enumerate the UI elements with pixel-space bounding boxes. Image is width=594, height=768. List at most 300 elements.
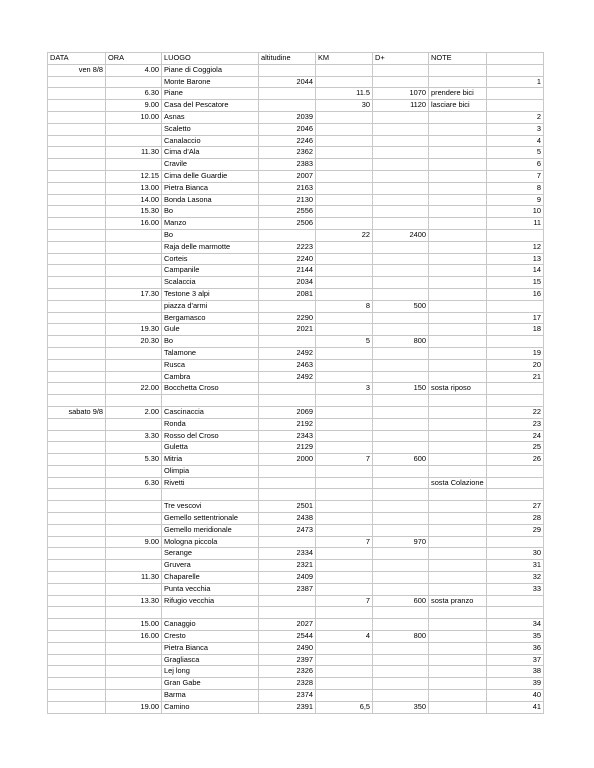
cell-number: 30 bbox=[487, 548, 544, 560]
table-row bbox=[48, 383, 544, 395]
cell-luogo: Corteis bbox=[162, 253, 259, 265]
cell-data bbox=[48, 477, 106, 489]
cell-ora bbox=[106, 229, 162, 241]
cell-note bbox=[429, 619, 487, 631]
table-row bbox=[48, 135, 544, 147]
cell-dislivello bbox=[373, 312, 429, 324]
cell-luogo: Bo bbox=[162, 206, 259, 218]
cell-luogo: Bergamasco bbox=[162, 312, 259, 324]
cell-km bbox=[316, 359, 373, 371]
cell-dislivello bbox=[373, 111, 429, 123]
cell-luogo: Gran Gabe bbox=[162, 678, 259, 690]
cell-km bbox=[316, 690, 373, 702]
cell-ora: 13.00 bbox=[106, 182, 162, 194]
cell-data bbox=[48, 607, 106, 619]
cell-luogo: Chaparelle bbox=[162, 572, 259, 584]
cell-ora: 10.00 bbox=[106, 111, 162, 123]
cell-km bbox=[316, 442, 373, 454]
cell-ora: 2.00 bbox=[106, 406, 162, 418]
header-dislivello: D+ bbox=[373, 53, 429, 65]
cell-dislivello: 150 bbox=[373, 383, 429, 395]
cell-luogo: Mitria bbox=[162, 454, 259, 466]
cell-data bbox=[48, 454, 106, 466]
table-row bbox=[48, 324, 544, 336]
table-row bbox=[48, 583, 544, 595]
cell-number: 35 bbox=[487, 631, 544, 643]
cell-dislivello: 800 bbox=[373, 631, 429, 643]
table-row bbox=[48, 536, 544, 548]
cell-ora bbox=[106, 241, 162, 253]
cell-luogo: Canalaccio bbox=[162, 135, 259, 147]
cell-km bbox=[316, 277, 373, 289]
cell-note bbox=[429, 454, 487, 466]
cell-number: 5 bbox=[487, 147, 544, 159]
cell-data bbox=[48, 395, 106, 407]
cell-data bbox=[48, 583, 106, 595]
cell-dislivello bbox=[373, 241, 429, 253]
cell-luogo: Casa del Pescatore bbox=[162, 100, 259, 112]
cell-ora: 15.30 bbox=[106, 206, 162, 218]
cell-luogo: Guletta bbox=[162, 442, 259, 454]
cell-note bbox=[429, 359, 487, 371]
cell-altitudine: 2081 bbox=[259, 288, 316, 300]
cell-km bbox=[316, 395, 373, 407]
cell-data bbox=[48, 524, 106, 536]
cell-data bbox=[48, 111, 106, 123]
cell-number: 18 bbox=[487, 324, 544, 336]
cell-luogo: Tre vescovi bbox=[162, 501, 259, 513]
cell-number: 38 bbox=[487, 666, 544, 678]
cell-ora bbox=[106, 524, 162, 536]
cell-dislivello: 600 bbox=[373, 454, 429, 466]
table-row bbox=[48, 701, 544, 713]
cell-data bbox=[48, 147, 106, 159]
cell-note bbox=[429, 300, 487, 312]
cell-ora bbox=[106, 690, 162, 702]
cell-dislivello bbox=[373, 583, 429, 595]
cell-number: 9 bbox=[487, 194, 544, 206]
cell-luogo: Testone 3 alpi bbox=[162, 288, 259, 300]
table-row bbox=[48, 347, 544, 359]
cell-km bbox=[316, 430, 373, 442]
cell-dislivello bbox=[373, 430, 429, 442]
cell-luogo: Cima delle Guardie bbox=[162, 170, 259, 182]
cell-note bbox=[429, 642, 487, 654]
cell-altitudine bbox=[259, 595, 316, 607]
cell-data bbox=[48, 560, 106, 572]
cell-data bbox=[48, 229, 106, 241]
cell-dislivello bbox=[373, 206, 429, 218]
cell-luogo: Gule bbox=[162, 324, 259, 336]
table-row bbox=[48, 111, 544, 123]
cell-luogo: Rivetti bbox=[162, 477, 259, 489]
table-row bbox=[48, 619, 544, 631]
cell-ora: 17.30 bbox=[106, 288, 162, 300]
cell-altitudine bbox=[259, 395, 316, 407]
header-note: NOTE bbox=[429, 53, 487, 65]
cell-note bbox=[429, 241, 487, 253]
cell-number bbox=[487, 100, 544, 112]
cell-number: 8 bbox=[487, 182, 544, 194]
table-row bbox=[48, 654, 544, 666]
cell-luogo: Talamone bbox=[162, 347, 259, 359]
cell-luogo bbox=[162, 395, 259, 407]
cell-altitudine: 2144 bbox=[259, 265, 316, 277]
cell-note bbox=[429, 583, 487, 595]
cell-ora bbox=[106, 277, 162, 289]
cell-luogo: Barma bbox=[162, 690, 259, 702]
cell-note bbox=[429, 253, 487, 265]
cell-km bbox=[316, 489, 373, 501]
table-row bbox=[48, 194, 544, 206]
cell-note bbox=[429, 182, 487, 194]
cell-number bbox=[487, 477, 544, 489]
cell-dislivello bbox=[373, 324, 429, 336]
cell-data bbox=[48, 371, 106, 383]
cell-altitudine: 2034 bbox=[259, 277, 316, 289]
cell-luogo: Monte Barone bbox=[162, 76, 259, 88]
cell-altitudine: 2387 bbox=[259, 583, 316, 595]
cell-note bbox=[429, 265, 487, 277]
cell-number: 26 bbox=[487, 454, 544, 466]
cell-data bbox=[48, 182, 106, 194]
cell-km: 4 bbox=[316, 631, 373, 643]
cell-km bbox=[316, 642, 373, 654]
cell-luogo: Olimpia bbox=[162, 465, 259, 477]
cell-number: 17 bbox=[487, 312, 544, 324]
cell-luogo: Gruvera bbox=[162, 560, 259, 572]
cell-ora: 19.00 bbox=[106, 701, 162, 713]
cell-number: 4 bbox=[487, 135, 544, 147]
header-luogo: LUOGO bbox=[162, 53, 259, 65]
cell-number: 37 bbox=[487, 654, 544, 666]
cell-altitudine: 2506 bbox=[259, 218, 316, 230]
cell-data: sabato 9/8 bbox=[48, 406, 106, 418]
cell-number: 22 bbox=[487, 406, 544, 418]
cell-km: 7 bbox=[316, 536, 373, 548]
cell-dislivello bbox=[373, 489, 429, 501]
cell-ora bbox=[106, 300, 162, 312]
cell-altitudine: 2409 bbox=[259, 572, 316, 584]
cell-number: 21 bbox=[487, 371, 544, 383]
cell-km: 7 bbox=[316, 595, 373, 607]
table-row bbox=[48, 277, 544, 289]
cell-note bbox=[429, 371, 487, 383]
cell-ora: 19.30 bbox=[106, 324, 162, 336]
cell-number: 6 bbox=[487, 159, 544, 171]
cell-number bbox=[487, 300, 544, 312]
cell-km bbox=[316, 371, 373, 383]
cell-luogo: Pietra Bianca bbox=[162, 182, 259, 194]
table-row bbox=[48, 572, 544, 584]
cell-km bbox=[316, 194, 373, 206]
cell-note bbox=[429, 666, 487, 678]
cell-km bbox=[316, 406, 373, 418]
cell-altitudine bbox=[259, 536, 316, 548]
cell-luogo: Ronda bbox=[162, 418, 259, 430]
cell-altitudine: 2246 bbox=[259, 135, 316, 147]
cell-luogo: Cima d'Ala bbox=[162, 147, 259, 159]
table-row bbox=[48, 241, 544, 253]
cell-note bbox=[429, 288, 487, 300]
cell-data bbox=[48, 88, 106, 100]
cell-ora bbox=[106, 548, 162, 560]
cell-km bbox=[316, 477, 373, 489]
cell-number: 27 bbox=[487, 501, 544, 513]
table-row bbox=[48, 371, 544, 383]
cell-luogo: Scaletto bbox=[162, 123, 259, 135]
cell-luogo: Piane di Coggiola bbox=[162, 64, 259, 76]
cell-km bbox=[316, 583, 373, 595]
table-row bbox=[48, 300, 544, 312]
cell-data bbox=[48, 383, 106, 395]
cell-note bbox=[429, 229, 487, 241]
cell-ora: 6.30 bbox=[106, 477, 162, 489]
table-row bbox=[48, 147, 544, 159]
cell-number: 16 bbox=[487, 288, 544, 300]
cell-altitudine: 2383 bbox=[259, 159, 316, 171]
table-row bbox=[48, 607, 544, 619]
cell-note bbox=[429, 277, 487, 289]
table-row bbox=[48, 312, 544, 324]
cell-dislivello bbox=[373, 548, 429, 560]
cell-altitudine bbox=[259, 300, 316, 312]
cell-km: 8 bbox=[316, 300, 373, 312]
cell-dislivello bbox=[373, 64, 429, 76]
cell-note bbox=[429, 548, 487, 560]
header-row bbox=[48, 53, 544, 65]
cell-luogo: Campanile bbox=[162, 265, 259, 277]
cell-note bbox=[429, 690, 487, 702]
cell-luogo bbox=[162, 607, 259, 619]
cell-ora: 9.00 bbox=[106, 100, 162, 112]
cell-ora: 5.30 bbox=[106, 454, 162, 466]
cell-note bbox=[429, 631, 487, 643]
table-row bbox=[48, 88, 544, 100]
cell-ora bbox=[106, 607, 162, 619]
cell-dislivello bbox=[373, 678, 429, 690]
header-ora: ORA bbox=[106, 53, 162, 65]
cell-altitudine: 2490 bbox=[259, 642, 316, 654]
cell-dislivello bbox=[373, 690, 429, 702]
cell-note bbox=[429, 395, 487, 407]
cell-number: 25 bbox=[487, 442, 544, 454]
cell-data bbox=[48, 336, 106, 348]
cell-km bbox=[316, 560, 373, 572]
cell-altitudine: 2544 bbox=[259, 631, 316, 643]
cell-ora bbox=[106, 489, 162, 501]
table-row bbox=[48, 513, 544, 525]
cell-km bbox=[316, 347, 373, 359]
spreadsheet-page bbox=[47, 52, 544, 714]
cell-altitudine bbox=[259, 489, 316, 501]
cell-note bbox=[429, 170, 487, 182]
cell-ora: 11.30 bbox=[106, 572, 162, 584]
cell-number: 3 bbox=[487, 123, 544, 135]
cell-luogo: Scalaccia bbox=[162, 277, 259, 289]
header-data: DATA bbox=[48, 53, 106, 65]
cell-dislivello bbox=[373, 477, 429, 489]
cell-altitudine: 2192 bbox=[259, 418, 316, 430]
cell-note bbox=[429, 701, 487, 713]
table-row bbox=[48, 76, 544, 88]
cell-altitudine: 2290 bbox=[259, 312, 316, 324]
table-row bbox=[48, 642, 544, 654]
table-row bbox=[48, 631, 544, 643]
cell-dislivello bbox=[373, 465, 429, 477]
cell-altitudine: 2044 bbox=[259, 76, 316, 88]
cell-altitudine: 2492 bbox=[259, 371, 316, 383]
cell-km bbox=[316, 312, 373, 324]
cell-number bbox=[487, 336, 544, 348]
cell-altitudine: 2328 bbox=[259, 678, 316, 690]
cell-dislivello bbox=[373, 265, 429, 277]
cell-data bbox=[48, 265, 106, 277]
cell-altitudine: 2129 bbox=[259, 442, 316, 454]
cell-number bbox=[487, 595, 544, 607]
cell-luogo: Cascinaccia bbox=[162, 406, 259, 418]
cell-data bbox=[48, 288, 106, 300]
cell-note bbox=[429, 607, 487, 619]
cell-altitudine bbox=[259, 383, 316, 395]
cell-data bbox=[48, 631, 106, 643]
cell-note bbox=[429, 336, 487, 348]
cell-number: 41 bbox=[487, 701, 544, 713]
cell-altitudine: 2240 bbox=[259, 253, 316, 265]
cell-data bbox=[48, 312, 106, 324]
cell-number: 34 bbox=[487, 619, 544, 631]
cell-ora bbox=[106, 442, 162, 454]
cell-altitudine: 2343 bbox=[259, 430, 316, 442]
cell-ora bbox=[106, 513, 162, 525]
cell-data bbox=[48, 300, 106, 312]
cell-dislivello bbox=[373, 619, 429, 631]
cell-altitudine bbox=[259, 229, 316, 241]
cell-number bbox=[487, 88, 544, 100]
cell-dislivello: 1120 bbox=[373, 100, 429, 112]
cell-note: prendere bici bbox=[429, 88, 487, 100]
cell-altitudine: 2000 bbox=[259, 454, 316, 466]
cell-km bbox=[316, 572, 373, 584]
header-altitudine: altitudine bbox=[259, 53, 316, 65]
cell-ora bbox=[106, 666, 162, 678]
cell-ora bbox=[106, 312, 162, 324]
cell-km bbox=[316, 253, 373, 265]
cell-data bbox=[48, 572, 106, 584]
cell-altitudine: 2027 bbox=[259, 619, 316, 631]
cell-data bbox=[48, 218, 106, 230]
cell-data bbox=[48, 595, 106, 607]
cell-data bbox=[48, 678, 106, 690]
cell-number: 20 bbox=[487, 359, 544, 371]
cell-dislivello bbox=[373, 524, 429, 536]
cell-ora bbox=[106, 135, 162, 147]
cell-dislivello bbox=[373, 560, 429, 572]
cell-altitudine: 2374 bbox=[259, 690, 316, 702]
cell-number bbox=[487, 465, 544, 477]
cell-note: sosta pranzo bbox=[429, 595, 487, 607]
cell-km bbox=[316, 666, 373, 678]
cell-km bbox=[316, 607, 373, 619]
cell-luogo: Rosso del Croso bbox=[162, 430, 259, 442]
header-number bbox=[487, 53, 544, 65]
cell-altitudine: 2321 bbox=[259, 560, 316, 572]
cell-note bbox=[429, 654, 487, 666]
table-row bbox=[48, 678, 544, 690]
cell-km bbox=[316, 324, 373, 336]
cell-note bbox=[429, 347, 487, 359]
cell-dislivello bbox=[373, 572, 429, 584]
cell-number: 40 bbox=[487, 690, 544, 702]
cell-note bbox=[429, 123, 487, 135]
cell-km bbox=[316, 548, 373, 560]
cell-note bbox=[429, 406, 487, 418]
cell-dislivello bbox=[373, 513, 429, 525]
cell-altitudine bbox=[259, 88, 316, 100]
cell-data bbox=[48, 359, 106, 371]
cell-data bbox=[48, 100, 106, 112]
cell-altitudine: 2007 bbox=[259, 170, 316, 182]
cell-data bbox=[48, 194, 106, 206]
cell-km bbox=[316, 619, 373, 631]
cell-note bbox=[429, 489, 487, 501]
cell-dislivello bbox=[373, 159, 429, 171]
cell-note bbox=[429, 159, 487, 171]
cell-luogo: Gragliasca bbox=[162, 654, 259, 666]
cell-km: 7 bbox=[316, 454, 373, 466]
cell-ora bbox=[106, 654, 162, 666]
cell-altitudine: 2046 bbox=[259, 123, 316, 135]
cell-data bbox=[48, 442, 106, 454]
cell-altitudine: 2492 bbox=[259, 347, 316, 359]
table-row bbox=[48, 170, 544, 182]
cell-km bbox=[316, 123, 373, 135]
cell-note: sosta Colazione bbox=[429, 477, 487, 489]
cell-ora: 14.00 bbox=[106, 194, 162, 206]
cell-km bbox=[316, 182, 373, 194]
cell-number: 15 bbox=[487, 277, 544, 289]
cell-dislivello: 970 bbox=[373, 536, 429, 548]
cell-data bbox=[48, 418, 106, 430]
cell-altitudine: 2473 bbox=[259, 524, 316, 536]
cell-number bbox=[487, 229, 544, 241]
cell-luogo: piazza d'armi bbox=[162, 300, 259, 312]
cell-km: 11.5 bbox=[316, 88, 373, 100]
cell-data bbox=[48, 347, 106, 359]
cell-note bbox=[429, 536, 487, 548]
cell-luogo: Pietra Bianca bbox=[162, 642, 259, 654]
cell-altitudine: 2438 bbox=[259, 513, 316, 525]
table-row bbox=[48, 666, 544, 678]
table-row bbox=[48, 465, 544, 477]
cell-luogo: Camino bbox=[162, 701, 259, 713]
cell-altitudine: 2163 bbox=[259, 182, 316, 194]
cell-ora: 22.00 bbox=[106, 383, 162, 395]
table-row bbox=[48, 454, 544, 466]
cell-number: 36 bbox=[487, 642, 544, 654]
cell-ora: 16.00 bbox=[106, 218, 162, 230]
cell-dislivello: 2400 bbox=[373, 229, 429, 241]
cell-number: 24 bbox=[487, 430, 544, 442]
cell-dislivello bbox=[373, 371, 429, 383]
cell-number bbox=[487, 489, 544, 501]
cell-km: 5 bbox=[316, 336, 373, 348]
cell-dislivello bbox=[373, 170, 429, 182]
cell-altitudine bbox=[259, 477, 316, 489]
cell-dislivello bbox=[373, 76, 429, 88]
cell-number: 29 bbox=[487, 524, 544, 536]
cell-ora: 15.00 bbox=[106, 619, 162, 631]
